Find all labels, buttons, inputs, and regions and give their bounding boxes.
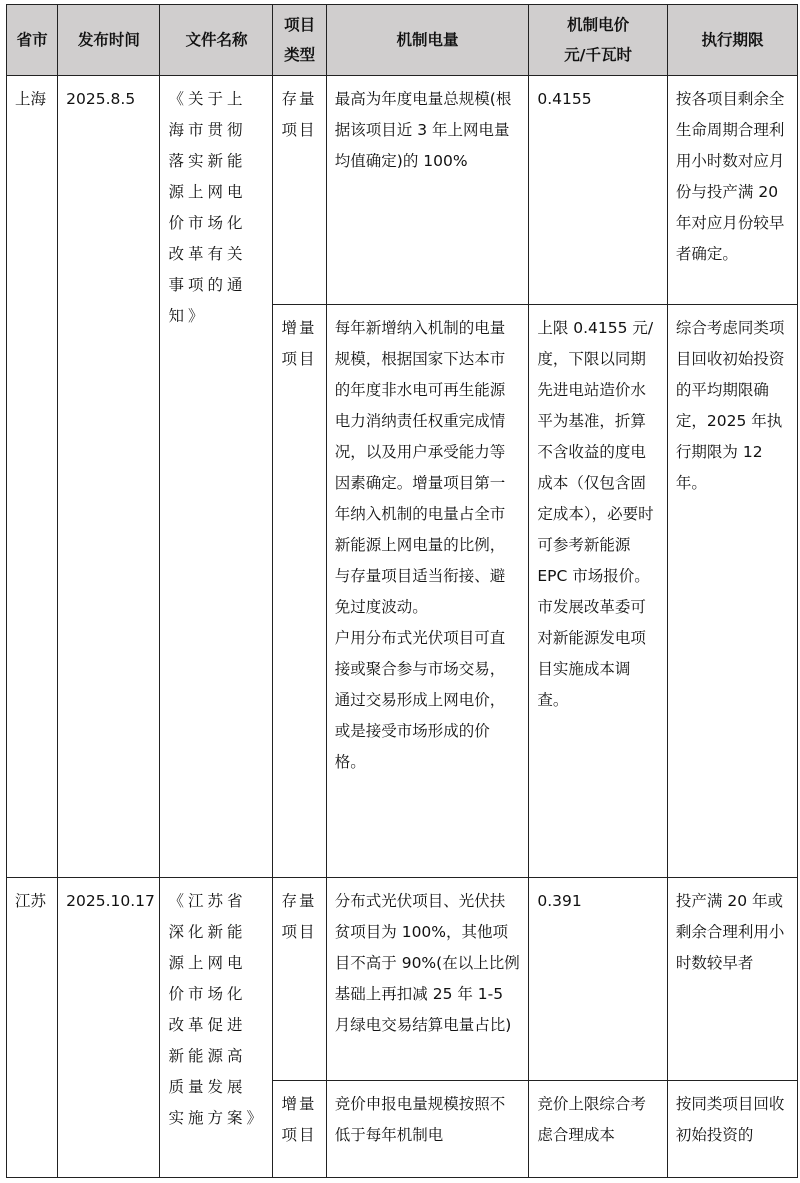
- shanghai-incremental-type: 增量项目: [273, 305, 326, 878]
- shanghai-existing-type: 存量项目: [273, 76, 326, 305]
- shanghai-existing-term: 按各项目剩余全生命周期合理利用小时数对应月份与投产满 20 年对应月份较早者确定。: [667, 76, 797, 305]
- header-file-name: 文件名称: [160, 5, 273, 76]
- jiangsu-file: 《江苏省深化新能源上网电价市场化改革促进新能源高质量发展实施方案》: [160, 878, 273, 1178]
- jiangsu-incremental-price: 竞价上限综合考虑合理成本: [529, 1081, 668, 1178]
- jiangsu-date: 2025.10.17: [58, 878, 160, 1178]
- header-mech-price-line1: 机制电价: [567, 16, 630, 34]
- shanghai-existing-volume: 最高为年度电量总规模(根据该项目近 3 年上网电量均值确定)的 100%: [326, 76, 529, 305]
- jiangsu-province: 江苏: [7, 878, 58, 1178]
- header-term: 执行期限: [667, 5, 797, 76]
- shanghai-province: 上海: [7, 76, 58, 878]
- shanghai-incremental-volume: [326, 305, 529, 878]
- jiangsu-incremental-type: 增量项目: [273, 1081, 326, 1178]
- header-mech-price-line2: 元/千瓦时: [564, 46, 632, 64]
- shanghai-incremental-price: 上限 0.4155 元/度，下限以同期先进电站造价水平为基准，折算不含收益的度电成本（仅包含固定成本），必要时可参考新能源 EPC 市场报价。市发展改革委可对新能源发电项目实施成本调查。: [529, 305, 668, 878]
- header-project-type: [273, 5, 326, 76]
- shanghai-incremental-term: 综合考虑同类项目回收初始投资的平均期限确定，2025 年执行期限为 12 年。: [667, 305, 797, 878]
- jiangsu-existing-type: 存量项目: [273, 878, 326, 1081]
- header-publish-date: 发布时间: [58, 5, 160, 76]
- header-project-type-line1: 项目: [284, 16, 316, 34]
- table-row: [7, 878, 798, 1081]
- jiangsu-existing-price: 0.391: [529, 878, 668, 1081]
- shanghai-incremental-volume-p2: 户用分布式光伏项目可直接或聚合参与市场交易，通过交易形成上网电价，或是接受市场形成的价格。: [334, 629, 506, 771]
- header-mech-volume: 机制电量: [326, 5, 529, 76]
- header-province: 省市: [7, 5, 58, 76]
- jiangsu-existing-term: 投产满 20 年或剩余合理利用小时数较早者: [667, 878, 797, 1081]
- jiangsu-incremental-volume: 竞价申报电量规模按照不低于每年机制电: [326, 1081, 529, 1178]
- shanghai-existing-price: 0.4155: [529, 76, 668, 305]
- shanghai-incremental-volume-p1: 每年新增纳入机制的电量规模，根据国家下达本市的年度非水电可再生能源电力消纳责任权重完成情况，以及用户承受能力等因素确定。增量项目第一年纳入机制的电量占全市新能源上网电量的比例，与存量项目适当衔接、避免过度波动。: [334, 319, 506, 616]
- policy-table: [6, 4, 798, 1178]
- header-mech-price: [529, 5, 668, 76]
- shanghai-date: 2025.8.5: [58, 76, 160, 878]
- jiangsu-existing-volume: 分布式光伏项目、光伏扶贫项目为 100%，其他项目不高于 90%(在以上比例基础上再扣减 25 年 1-5 月绿电交易结算电量占比): [326, 878, 529, 1081]
- header-project-type-line2: 类型: [284, 46, 316, 64]
- header-row: [7, 5, 798, 76]
- jiangsu-incremental-term: 按同类项目回收初始投资的: [667, 1081, 797, 1178]
- shanghai-file: 《关于上海市贯彻落实新能源上网电价市场化改革有关事项的通知》: [160, 76, 273, 878]
- table-row: [7, 76, 798, 305]
